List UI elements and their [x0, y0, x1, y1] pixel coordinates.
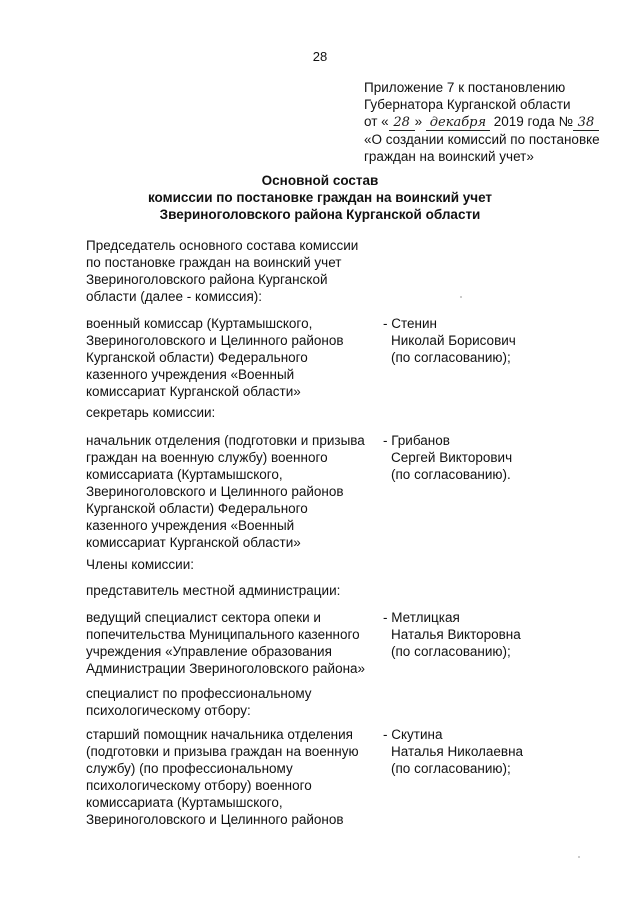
secretary-label: секретарь комиссии:: [86, 405, 216, 420]
secretary-role: начальник отделения (подготовки и призыва граждан на военную службу) военного комиссариата (Куртамышского, Звериноголовского и Целинного районов Курганской области) Федерального казенного учреждения «Военный комиссариат Курганской области»: [86, 433, 365, 550]
title-line-3: Звериноголовского района Курганской области: [159, 207, 481, 222]
document-title: [0, 172, 640, 223]
title-line-1: Основной состав: [261, 173, 379, 188]
members-label: Члены комиссии:: [86, 557, 195, 572]
appendix-line-4: «О создании комиссий по постановке: [364, 132, 600, 147]
date-year: 2019 года №: [493, 114, 573, 129]
handwritten-month: декабря: [426, 116, 490, 131]
chair-intro: Председатель основного состава комиссии по постановке граждан на воинский учет Звериноголовского района Курганской области (далее - комиссия):: [86, 238, 359, 304]
scan-speck: [460, 296, 462, 298]
secretary-person: - Грибанов Сергей Викторович (по согласованию).: [383, 433, 513, 482]
handwritten-number: 38: [573, 116, 599, 131]
psych-role: старший помощник начальника отделения (подготовки и призыва граждан на военную службу) (по профессиональному психологическому отбору) военного комиссариата (Куртамышского, Звериноголовского и Целинного районов: [86, 727, 359, 827]
local-admin-person: - Метлицкая Наталья Викторовна (по согласованию);: [383, 610, 521, 659]
page-number: 28: [312, 49, 328, 64]
local-admin-role: ведущий специалист сектора опеки и попечительства Муниципального казенного учреждения «Управление образования Администрации Звериноголовского района»: [86, 610, 366, 676]
psych-person: - Скутина Наталья Николаевна (по согласованию);: [383, 727, 524, 776]
title-line-2: комиссии по постановке граждан на воинский учет: [147, 190, 493, 205]
handwritten-day: 28: [389, 116, 415, 131]
date-mid: »: [414, 114, 423, 129]
local-admin-label: представитель местной администрации:: [86, 583, 341, 598]
local-admin-entry: [86, 609, 521, 677]
psych-label: специалист по профессиональному психологическому отбору:: [86, 686, 312, 718]
secretary-entry: [86, 432, 513, 551]
date-prefix: от «: [364, 114, 389, 129]
psych-entry: [86, 726, 524, 828]
appendix-line-3: [364, 113, 634, 131]
chair-entry: [86, 315, 516, 400]
scan-speck: [578, 856, 580, 858]
chair-role: военный комиссар (Куртамышского, Звериноголовского и Целинного районов Курганской области) Федерального казенного учреждения «Военный комиссариат Курганской области»: [86, 316, 344, 399]
appendix-line-1: Приложение 7 к постановлению: [364, 80, 566, 95]
chair-person: - Стенин Николай Борисович (по согласованию);: [383, 316, 516, 365]
appendix-header: [364, 79, 634, 165]
appendix-line-2: Губернатора Курганской области: [364, 97, 571, 112]
appendix-line-5: граждан на воинский учет»: [364, 149, 534, 164]
